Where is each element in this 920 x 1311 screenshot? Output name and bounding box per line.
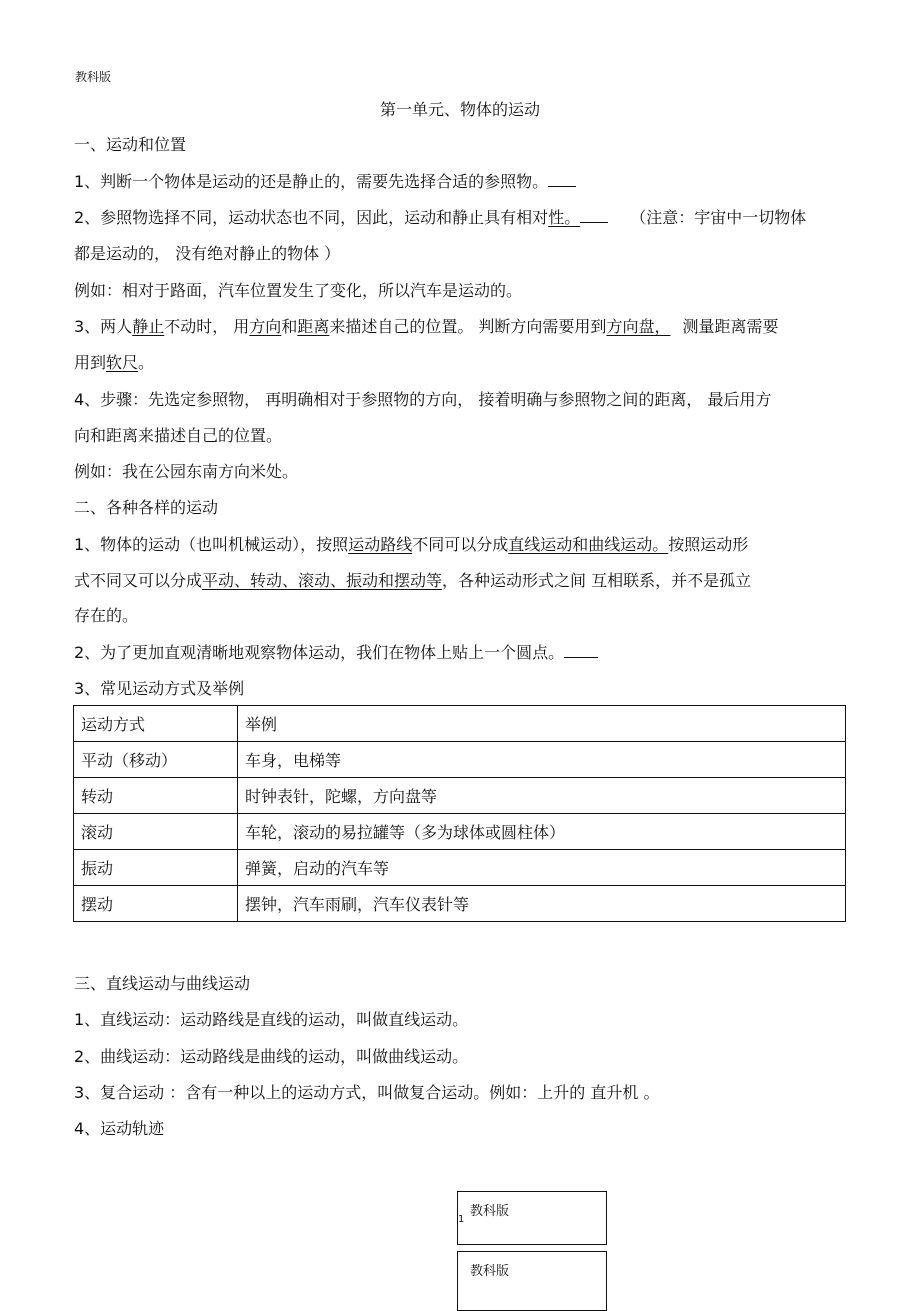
- section-1-heading: 一、运动和位置: [74, 135, 187, 154]
- s1-paragraph-2: [74, 208, 806, 228]
- header-label: 教科版: [75, 70, 112, 84]
- s1-paragraph-4: 4、步骤：先选定参照物， 再明确相对于参照物的方向， 接着明确与参照物之间的距离， 最后用方: [74, 390, 772, 409]
- s1-p3-answer-compass: 方向盘，: [606, 317, 671, 336]
- s2-paragraph-1-cont: [74, 571, 751, 591]
- section-2-heading: 二、各种各样的运动: [74, 498, 219, 517]
- table-row: [74, 814, 846, 850]
- s1-paragraph-1: [74, 172, 576, 192]
- s2-p1-text-b: 不同可以分成: [412, 535, 509, 554]
- s1-paragraph-2-cont: 都是运动的， 没有绝对静止的物体 ）: [74, 244, 341, 263]
- s2-p1-answer-types: 直线运动和曲线运动。: [508, 535, 669, 554]
- s1-p3-text-e: 测量距离需要: [682, 317, 779, 336]
- s1-paragraph-3: [74, 317, 778, 337]
- table-header-cell: 运动方式: [74, 706, 238, 742]
- motion-types-table: [73, 705, 846, 922]
- table-cell-type: 滚动: [74, 814, 238, 850]
- s1-p2-note: （注意：宇宙中一切物体: [630, 208, 807, 227]
- table-cell-type: 振动: [74, 850, 238, 886]
- table-cell-example: 车身，电梯等: [238, 742, 846, 778]
- s2-p1-text-d: 式不同又可以分成: [74, 571, 203, 590]
- table-cell-example: 时钟表针，陀螺，方向盘等: [238, 778, 846, 814]
- table-cell-type: 摆动: [74, 886, 238, 922]
- table-row: [74, 778, 846, 814]
- page-number: 1: [458, 1214, 465, 1225]
- table-header-cell: 举例: [238, 706, 846, 742]
- s1-p3-text-f: 用到: [74, 353, 107, 372]
- footer-box-label: 教科版: [470, 1204, 510, 1219]
- s1-p3-text-g: 。: [138, 353, 155, 372]
- table-row: [74, 850, 846, 886]
- footer-box-label: 教科版: [470, 1264, 510, 1279]
- footer-box-1: [457, 1191, 607, 1245]
- s2-paragraph-1-end: 存在的。: [74, 606, 139, 625]
- table-header-row: [74, 706, 846, 742]
- s1-p3-text-c: 和: [281, 317, 298, 336]
- table-cell-example: 车轮，滚动的易拉罐等（多为球体或圆柱体）: [238, 814, 846, 850]
- s2-p1-text-a: 1、物体的运动（也叫机械运动），按照: [74, 535, 349, 554]
- s1-p3-answer-static: 静止: [132, 317, 165, 336]
- s1-example-2: 例如：我在公园东南方向米处。: [74, 462, 299, 481]
- s3-paragraph-4: 4、运动轨迹: [74, 1119, 165, 1138]
- s1-p2-answer: 性。: [548, 208, 581, 227]
- s2-p1-answer-forms: 平动、转动、滚动、振动和摆动等: [202, 571, 443, 590]
- s2-p2-text: 2、为了更加直观清晰地观察物体运动，我们在物体上贴上一个圆点。: [74, 643, 565, 662]
- s1-paragraph-4-cont: 向和距离来描述自己的位置。: [74, 426, 283, 445]
- s2-paragraph-2: [74, 643, 598, 663]
- answer-blank: [548, 172, 576, 187]
- table-row: [74, 742, 846, 778]
- s1-p3-text-d: 来描述自己的位置。 判断方向需要用到: [329, 317, 607, 336]
- s1-p1-text: 1、判断一个物体是运动的还是静止的，需要先选择合适的参照物。: [74, 172, 549, 191]
- s2-paragraph-1: [74, 535, 748, 555]
- s1-p2-text: 2、参照物选择不同，运动状态也不同，因此，运动和静止具有相对: [74, 208, 549, 227]
- table-row: [74, 886, 846, 922]
- s2-p1-text-e: ，各种运动形式之间 互相联系，并不是孤立: [442, 571, 752, 590]
- s1-example-1: 例如：相对于路面，汽车位置发生了变化，所以汽车是运动的。: [74, 281, 523, 300]
- s1-p3-answer-direction: 方向: [249, 317, 282, 336]
- answer-blank: [580, 208, 608, 223]
- table-cell-example: 摆钟，汽车雨刷，汽车仪表针等: [238, 886, 846, 922]
- s1-p3-answer-distance: 距离: [297, 317, 330, 336]
- table-cell-example: 弹簧，启动的汽车等: [238, 850, 846, 886]
- s2-p1-text-c: 按照运动形: [668, 535, 749, 554]
- table-cell-type: 转动: [74, 778, 238, 814]
- table-cell-type: 平动（移动）: [74, 742, 238, 778]
- s3-paragraph-3: 3、复合运动 ：含有一种以上的运动方式，叫做复合运动。例如：上升的 直升机 。: [74, 1083, 660, 1102]
- s1-p3-text-b: 不动时， 用: [164, 317, 250, 336]
- section-3-heading: 三、直线运动与曲线运动: [74, 974, 251, 993]
- page-title: 第一单元、物体的运动: [379, 100, 540, 119]
- s2-p1-answer-path: 运动路线: [348, 535, 413, 554]
- s1-p3-answer-tape: 软尺: [106, 353, 139, 372]
- footer-box-2: [457, 1251, 607, 1311]
- s1-p3-text-a: 3、两人: [74, 317, 133, 336]
- s1-paragraph-3-cont: [74, 353, 154, 373]
- s2-paragraph-3: 3、常见运动方式及举例: [74, 679, 245, 698]
- answer-blank: [564, 643, 598, 658]
- s3-paragraph-1: 1、直线运动：运动路线是直线的运动，叫做直线运动。: [74, 1010, 469, 1029]
- s3-paragraph-2: 2、曲线运动：运动路线是曲线的运动，叫做曲线运动。: [74, 1047, 469, 1066]
